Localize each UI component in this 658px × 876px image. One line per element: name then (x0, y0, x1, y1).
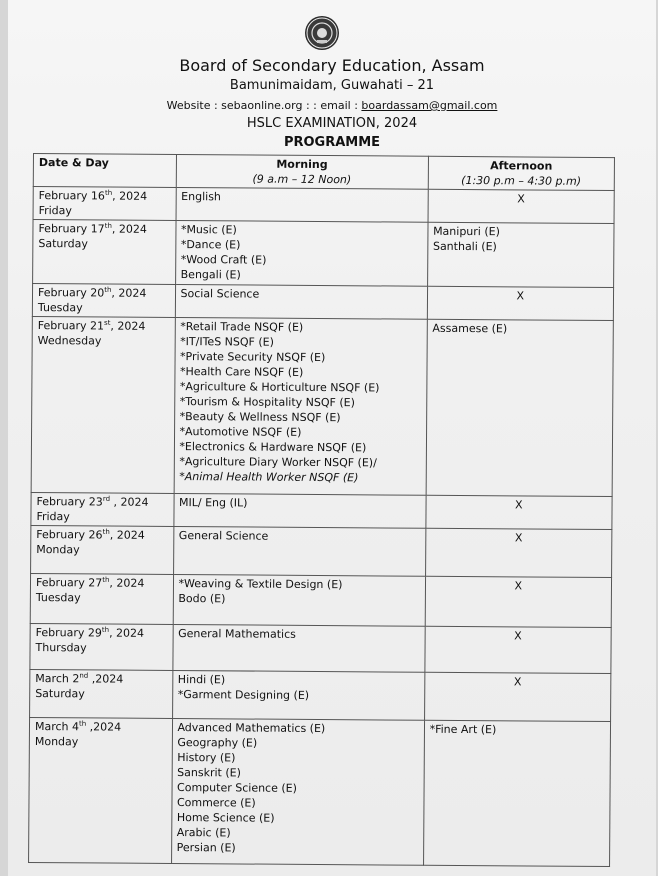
date-text: March 2 (35, 672, 80, 686)
morning-subject: *Agriculture Diary Worker NSQF (E)/ (179, 455, 377, 470)
morning-cell (174, 317, 427, 495)
morning-subject: *Wood Craft (E) (180, 253, 267, 267)
programme-heading: PROGRAMME (283, 135, 381, 150)
table-row (31, 492, 612, 529)
date-text: February 20 (37, 286, 105, 300)
afternoon-cell (428, 189, 615, 223)
afternoon-cell (426, 495, 613, 529)
table-row (30, 623, 611, 673)
date-text: February 21 (37, 319, 105, 333)
date-cell (33, 220, 176, 285)
morning-subject: *Automotive NSQF (E) (179, 425, 302, 439)
date-cell (30, 623, 173, 670)
table-row (30, 669, 611, 721)
afternoon-cell (423, 720, 610, 866)
morning-subject: *Private Security NSQF (E) (180, 350, 326, 365)
date-year: , 2024 (110, 319, 146, 333)
date-cell (29, 717, 173, 863)
morning-subject: *Weaving & Textile Design (E) (178, 577, 343, 592)
date-text: February 23 (36, 495, 103, 509)
date-suffix: nd (79, 671, 89, 680)
date-suffix: th (104, 188, 113, 197)
date-text: February 17 (38, 222, 105, 236)
table-row (29, 717, 611, 866)
date-cell (32, 284, 175, 318)
weekday-text: Monday (34, 735, 79, 749)
date-cell (31, 525, 174, 574)
morning-subject: *Health Care NSQF (E) (179, 365, 304, 379)
morning-cell (173, 493, 425, 528)
no-exam-mark: X (513, 675, 522, 689)
website-text: Website : sebaonline.org : : email : (166, 99, 362, 112)
morning-cell (171, 718, 424, 865)
weekday-text: Wednesday (37, 334, 102, 348)
afternoon-subject: Assamese (E) (432, 321, 508, 336)
afternoon-cell (425, 528, 612, 577)
date-suffix: th (101, 625, 110, 634)
no-exam-mark: X (515, 498, 523, 512)
table-row (33, 220, 614, 288)
morning-subject: *IT/ITeS NSQF (E) (180, 335, 274, 349)
morning-subject: Home Science (E) (176, 811, 275, 825)
morning-subject: Computer Science (E) (177, 781, 297, 795)
date-suffix: th (102, 575, 110, 584)
weekday-text: Saturday (38, 237, 88, 251)
date-year: , 2024 (109, 495, 149, 509)
afternoon-cell (427, 222, 614, 287)
afternoon-cell (426, 319, 614, 496)
weekday-text: Monday (36, 543, 80, 557)
morning-subject: English (181, 190, 221, 204)
morning-subject: Commerce (E) (176, 796, 256, 810)
table-row (30, 573, 611, 627)
date-text: February 26 (36, 528, 103, 542)
date-text: February 27 (35, 576, 103, 590)
date-cell (30, 573, 173, 624)
table-row (31, 525, 612, 577)
table-row (33, 187, 614, 224)
morning-subject: Hindi (E) (177, 673, 226, 687)
morning-subject: *Agriculture & Horticulture NSQF (E) (179, 380, 380, 395)
table-header-row (33, 154, 614, 191)
date-cell (33, 187, 176, 221)
afternoon-subject: *Fine Art (E) (429, 722, 497, 737)
weekday-text: Friday (38, 204, 72, 218)
weekday-text: Thursday (35, 641, 87, 655)
morning-subject: *Electronics & Hardware NSQF (E) (179, 440, 367, 455)
afternoon-subject: Manipuri (E) (433, 224, 500, 239)
morning-subject: Geography (E) (177, 736, 258, 750)
morning-cell (175, 220, 428, 286)
board-seal-logo (305, 16, 339, 50)
morning-subject: *Animal Health Worker NSQF (E) (179, 470, 359, 485)
afternoon-cell (425, 626, 612, 673)
morning-subject: *Tourism & Hospitality NSQF (E) (179, 395, 355, 410)
board-address: Bamunimaidam, Guwahati – 21 (229, 78, 435, 93)
morning-cell (173, 526, 425, 576)
morning-subject: Sanskrit (E) (177, 766, 241, 780)
afternoon-subject: Santhali (E) (432, 239, 497, 254)
date-cell (30, 669, 173, 718)
afternoon-cell (424, 672, 611, 721)
weekday-text: Friday (36, 510, 70, 524)
morning-subject: *Garment Designing (E) (177, 688, 310, 702)
afternoon-cell (425, 576, 612, 627)
date-year: , 2024 (109, 626, 145, 640)
morning-cell (173, 574, 425, 626)
weekday-text: Tuesday (35, 591, 81, 605)
morning-subject: General Science (178, 529, 269, 543)
date-year: , 2024 (112, 189, 148, 203)
afternoon-header: Afternoon (1:30 p.m – 4:30 p.m) (428, 156, 615, 190)
morning-subject: Advanced Mathematics (E) (177, 721, 326, 736)
morning-cell (172, 670, 424, 720)
date-suffix: th (104, 285, 112, 294)
date-year: ,2024 (88, 672, 124, 686)
morning-subject: Social Science (180, 287, 260, 301)
date-year: ,2024 (86, 720, 122, 734)
morning-subject: Persian (E) (176, 841, 236, 855)
date-year: , 2024 (111, 286, 147, 300)
date-suffix: rd (102, 494, 111, 503)
table-row (31, 316, 613, 496)
date-year: , 2024 (109, 528, 145, 542)
morning-cell (175, 284, 427, 319)
morning-subject: *Music (E) (180, 223, 237, 237)
date-text: February 29 (35, 626, 102, 640)
morning-subject: MIL/ Eng (IL) (179, 496, 248, 510)
date-cell (31, 492, 174, 526)
exam-programme-table (28, 153, 615, 867)
morning-time: (9 a.m – 12 Noon) (252, 172, 352, 187)
date-text: February 16 (38, 189, 105, 203)
morning-subject: Bodo (E) (178, 592, 226, 606)
date-suffix: th (79, 719, 87, 728)
date-year: , 2024 (109, 576, 145, 590)
morning-subject: *Dance (E) (180, 238, 241, 252)
morning-cell (172, 624, 424, 672)
no-exam-mark: X (514, 531, 523, 545)
weekday-text: Saturday (35, 687, 85, 701)
date-suffix: th (102, 527, 110, 536)
date-text: March 4 (34, 720, 80, 734)
contact-line (8, 99, 656, 112)
morning-subject: *Beauty & Wellness NSQF (E) (179, 410, 341, 425)
date-day-header: Date & Day (33, 154, 176, 188)
no-exam-mark: X (516, 289, 525, 303)
morning-cell (176, 187, 428, 222)
morning-subject: Arabic (E) (176, 826, 231, 840)
email-link[interactable]: boardassam@gmail.com (361, 99, 498, 112)
morning-subject: General Mathematics (178, 627, 296, 641)
no-exam-mark: X (514, 579, 523, 593)
exam-title: HSLC EXAMINATION, 2024 (246, 116, 418, 131)
weekday-text: Tuesday (37, 301, 83, 315)
afternoon-cell (427, 286, 614, 320)
document-page (8, 0, 656, 876)
morning-header: Morning (9 a.m – 12 Noon) (176, 154, 428, 189)
date-suffix: th (104, 221, 112, 230)
no-exam-mark: X (517, 192, 525, 206)
date-year: , 2024 (111, 222, 147, 236)
morning-subject: History (E) (177, 751, 236, 765)
no-exam-mark: X (514, 629, 522, 643)
morning-subject: Bengali (E) (180, 268, 241, 282)
date-suffix: st (104, 318, 111, 327)
date-cell (31, 316, 175, 493)
board-name: Board of Secondary Education, Assam (179, 56, 485, 75)
morning-subject: *Retail Trade NSQF (E) (180, 320, 304, 334)
table-row (32, 284, 613, 321)
afternoon-time: (1:30 p.m – 4:30 p.m) (461, 173, 582, 188)
